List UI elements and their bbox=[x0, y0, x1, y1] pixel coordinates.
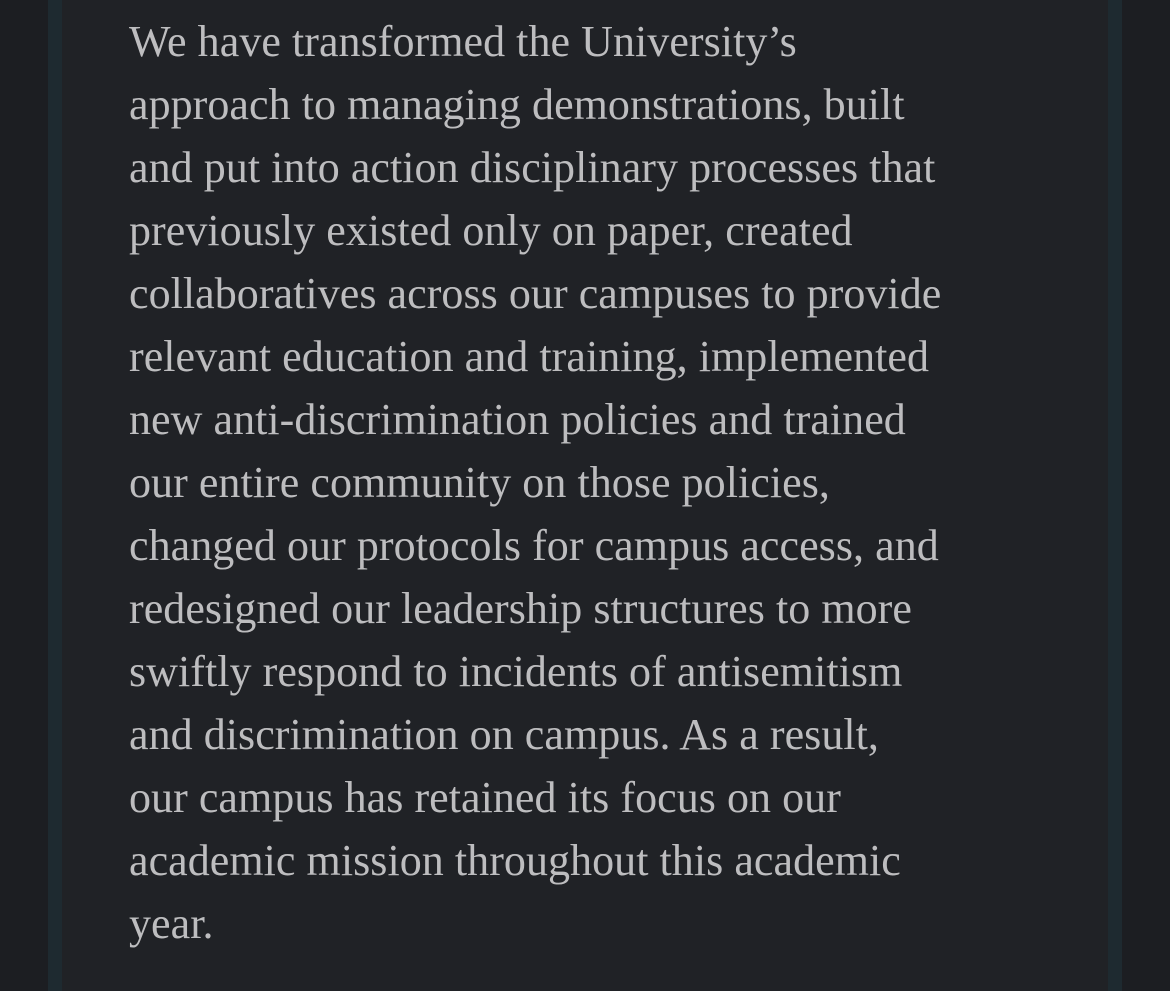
paragraph-line: new anti-discrimination policies and trained bbox=[129, 395, 906, 444]
left-border bbox=[48, 0, 62, 991]
paragraph-line: We have transformed the University’s bbox=[129, 17, 797, 66]
paragraph-line: collaboratives across our campuses to provide bbox=[129, 269, 942, 318]
paragraph-line: previously existed only on paper, created bbox=[129, 206, 853, 255]
right-border bbox=[1108, 0, 1122, 991]
paragraph bbox=[129, 10, 1089, 955]
paragraph-line: year. bbox=[129, 899, 214, 948]
paragraph-line: swiftly respond to incidents of antisemitism bbox=[129, 647, 903, 696]
paragraph-line: approach to managing demonstrations, built bbox=[129, 80, 905, 129]
paragraph-line: and put into action disciplinary processes that bbox=[129, 143, 936, 192]
paragraph-line: relevant education and training, implemented bbox=[129, 332, 930, 381]
paragraph-line: our entire community on those policies, bbox=[129, 458, 830, 507]
paragraph-line: changed our protocols for campus access, and bbox=[129, 521, 939, 570]
paragraph-line: our campus has retained its focus on our bbox=[129, 773, 841, 822]
paragraph-line: and discrimination on campus. As a result, bbox=[129, 710, 879, 759]
paragraph-line: academic mission throughout this academic bbox=[129, 836, 901, 885]
paragraph-line: redesigned our leadership structures to more bbox=[129, 584, 912, 633]
